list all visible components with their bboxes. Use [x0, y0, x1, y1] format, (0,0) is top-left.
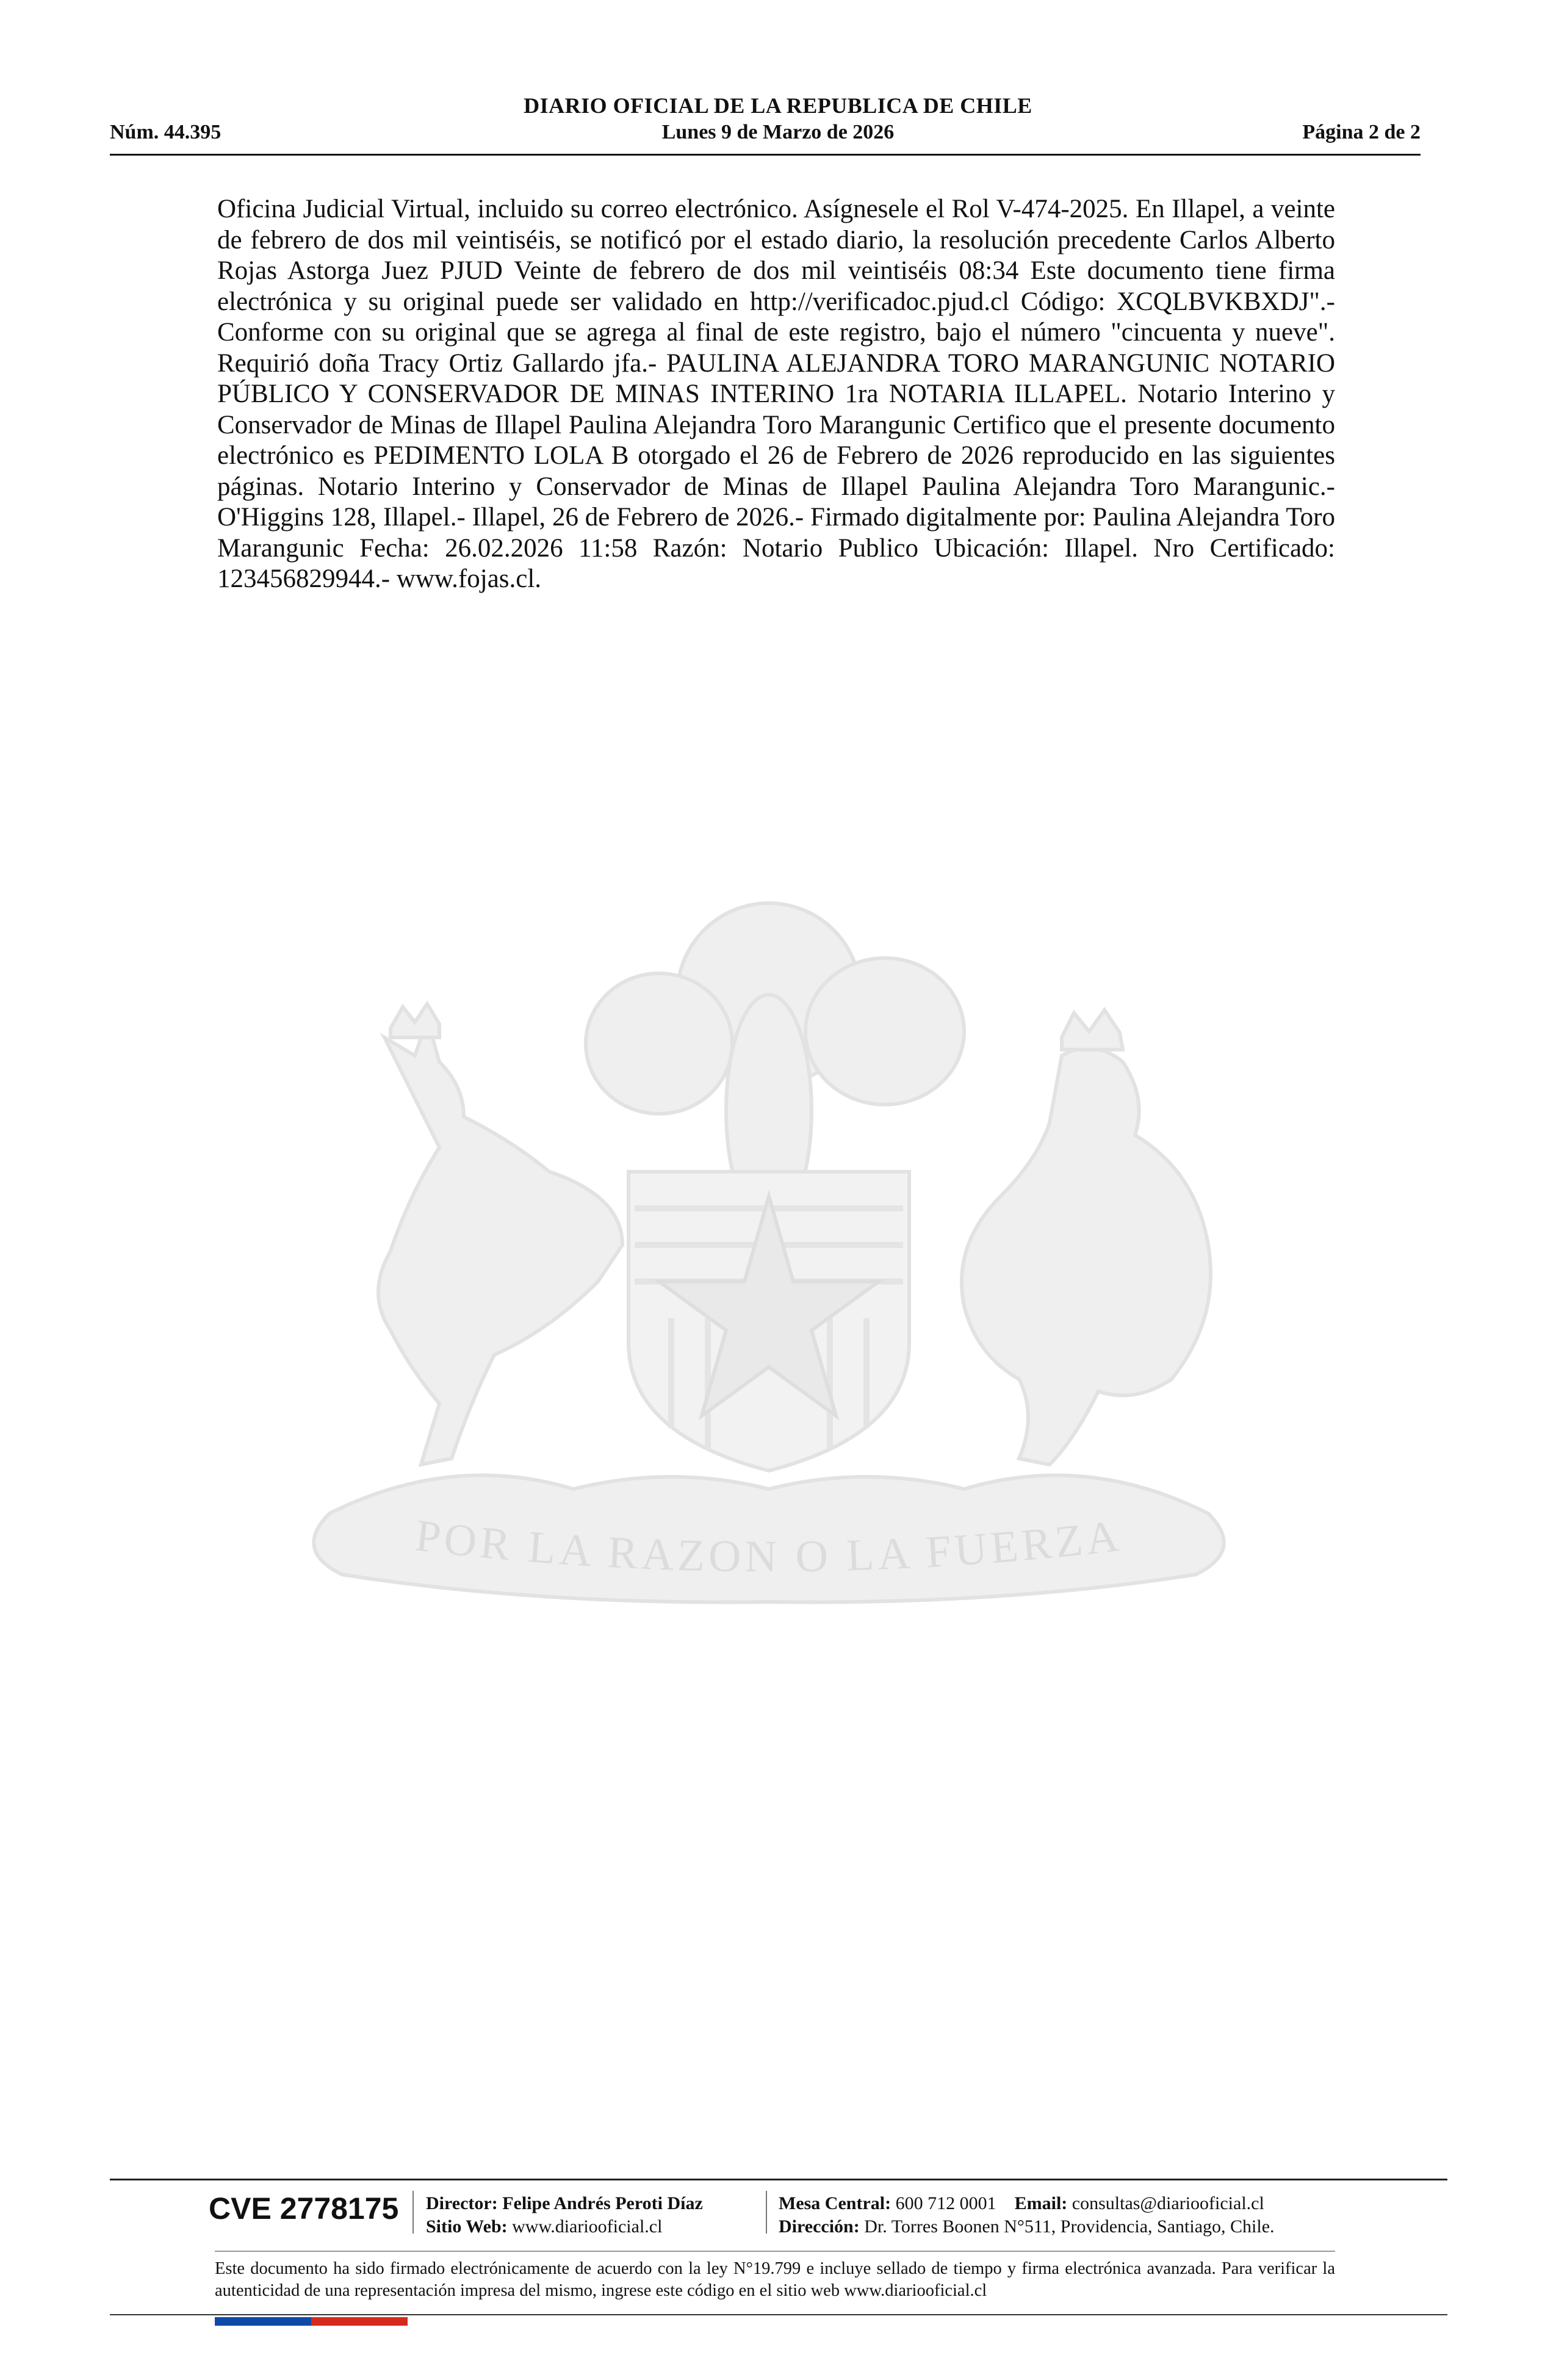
- address-label: Dirección:: [779, 2216, 860, 2237]
- flag-stripe-blue: [215, 2317, 311, 2326]
- coat-of-arms-watermark-icon: [207, 854, 1330, 1684]
- footer-divider-mid: [215, 2251, 1335, 2252]
- footer-separator: [766, 2191, 767, 2234]
- director-name: Felipe Andrés Peroti Díaz: [502, 2193, 703, 2213]
- email-label: Email:: [1014, 2193, 1068, 2213]
- footer-separator: [412, 2191, 414, 2234]
- address-value: Dr. Torres Boonen N°511, Providencia, Santiago, Chile.: [864, 2216, 1275, 2237]
- contact-line: [779, 2192, 1275, 2215]
- director-label: Director:: [426, 2193, 498, 2213]
- footer-director-block: [426, 2192, 703, 2238]
- mesa-phone: 600 712 0001: [895, 2193, 996, 2213]
- mesa-label: Mesa Central:: [779, 2193, 891, 2213]
- email-link[interactable]: consultas@diariooficial.cl: [1072, 2193, 1264, 2213]
- footer-contact-block: [779, 2192, 1275, 2238]
- director-line: [426, 2192, 703, 2215]
- cve-code: CVE 2778175: [209, 2191, 399, 2226]
- page-indicator: Página 2 de 2: [1302, 121, 1421, 143]
- address-line: [779, 2215, 1275, 2238]
- issue-number: Núm. 44.395: [110, 121, 222, 143]
- issue-date: Lunes 9 de Marzo de 2026: [661, 121, 895, 143]
- header-divider: [110, 154, 1421, 156]
- signature-notice: Este documento ha sido firmado electrónicamente de acuerdo con la ley N°19.799 e incluye sellado de tiempo y firma electrónica avanzada. Para verificar la autenticidad de una representación impresa del mismo, ingrese este código en el sitio web www.diariooficial.cl: [215, 2259, 1335, 2300]
- gazette-title: DIARIO OFICIAL DE LA REPUBLICA DE CHILE: [524, 93, 1032, 118]
- watermark-motto: POR LA RAZON O LA FUERZA: [412, 1510, 1125, 1582]
- website-link[interactable]: www.diariooficial.cl: [512, 2216, 663, 2237]
- footer-divider-bottom: [110, 2314, 1447, 2315]
- website-label: Sitio Web:: [426, 2216, 508, 2237]
- website-line: [426, 2215, 703, 2238]
- flag-stripe-red: [311, 2317, 408, 2326]
- footer-divider-top: [110, 2179, 1447, 2180]
- document-body-text: Oficina Judicial Virtual, incluido su correo electrónico. Asígnesele el Rol V-474-2025. En Illapel, a veinte de febrero de dos mil veintiséis, se notificó por el estado diario, la resolución precedente Carlos Alberto Rojas Astorga Juez PJUD Veinte de febrero de dos mil veintiséis 08:34 Este documento tiene firma electrónica y su original puede ser validado en http://verificadoc.pjud.cl Código: XCQLBVKBXDJ".- Conforme con su original que se agrega al final de este registro, bajo el número "cincuenta y nueve". Requirió doña Tracy Ortiz Gallardo jfa.- PAULINA ALEJANDRA TORO MARANGUNIC NOTARIO PÚBLICO Y CONSERVADOR DE MINAS INTERINO 1ra NOTARIA ILLAPEL. Notario Interino y Conservador de Minas de Illapel Paulina Alejandra Toro Marangunic Certifico que el presente documento electrónico es PEDIMENTO LOLA B otorgado el 26 de Febrero de 2026 reproducido en las siguientes páginas. Notario Interino y Conservador de Minas de Illapel Paulina Alejandra Toro Marangunic.- O'Higgins 128, Illapel.- Illapel, 26 de Febrero de 2026.- Firmado digitalmente por: Paulina Alejandra Toro Marangunic Fecha: 26.02.2026 11:58 Razón: Notario Publico Ubicación: Illapel. Nro Certificado: 123456829944.- www.fojas.cl.: [217, 195, 1335, 593]
